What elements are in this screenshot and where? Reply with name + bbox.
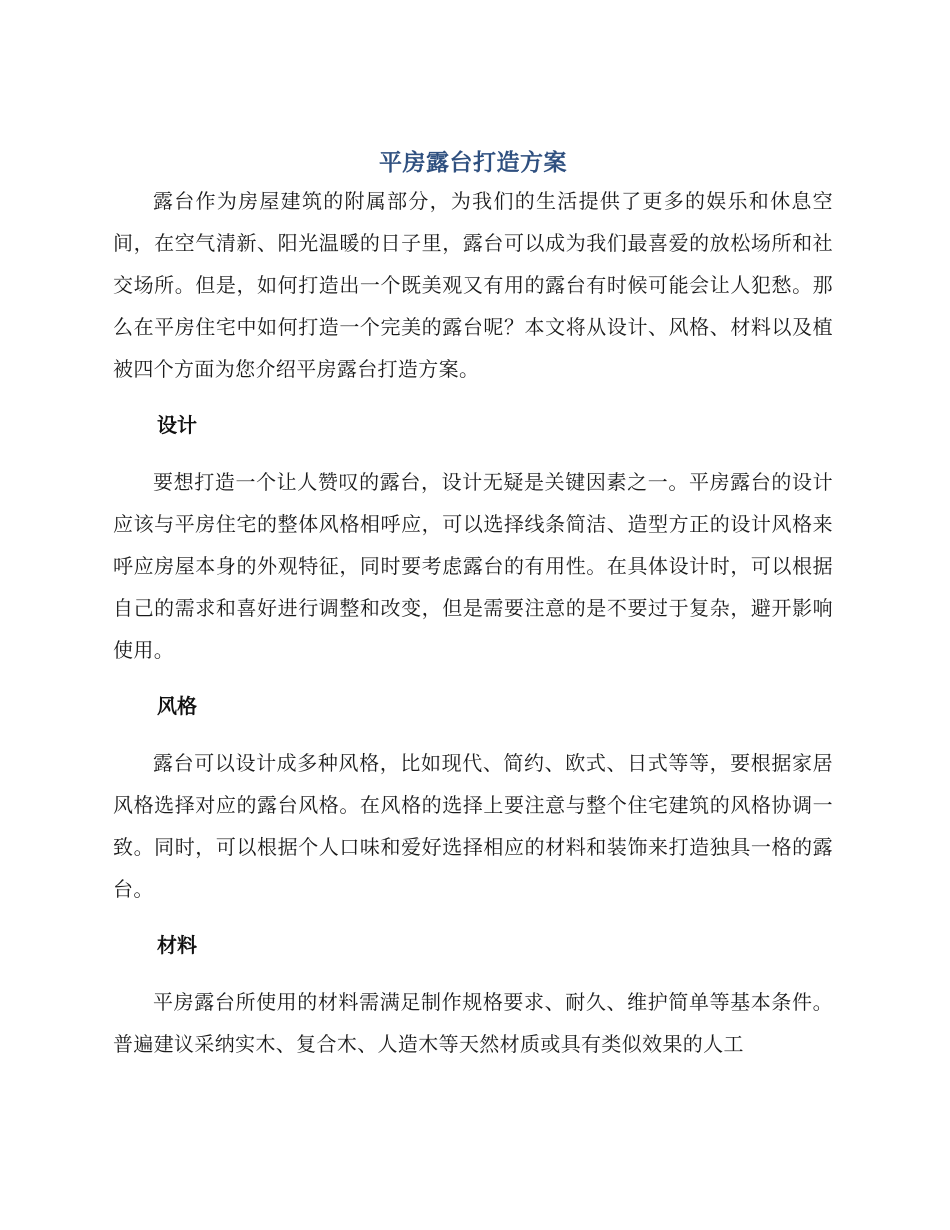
spacer — [113, 446, 833, 461]
spacer — [113, 671, 833, 685]
section-heading-style: 风格 — [157, 694, 197, 718]
section-heading-design: 设计 — [157, 413, 197, 437]
document-content — [113, 146, 833, 1065]
document-title: 平房露台打造方案 — [379, 150, 567, 176]
section-body-style: 露台可以设计成多种风格，比如现代、简约、欧式、日式等等，要根据家居风格选择对应的露台风格。在风格的选择上要注意与整个住宅建筑的风格协调一致。同时，可以根据个人口味和爱好选择相应的材料和装饰来打造独具一格的露台。 — [113, 751, 833, 901]
section-body-materials: 平房露台所使用的材料需满足制作规格要求、耐久、维护简单等基本条件。普遍建议采纳实木、复合木、人造木等天然材质或具有类似效果的人工 — [113, 990, 833, 1056]
section-body-design: 要想打造一个让人赞叹的露台，设计无疑是关键因素之一。平房露台的设计应该与平房住宅的整体风格相呼应，可以选择线条简洁、造型方正的设计风格来呼应房屋本身的外观特征，同时要考虑露台的有用性。在具体设计时，可以根据自己的需求和喜好进行调整和改变，但是需要注意的是不要过于复杂，避开影响使用。 — [113, 470, 833, 662]
intro-paragraph: 露台作为房屋建筑的附属部分，为我们的生活提供了更多的娱乐和休息空间，在空气清新、阳光温暖的日子里，露台可以成为我们最喜爱的放松场所和社交场所。但是，如何打造出一个既美观又有用的露台有时候可能会让人犯愁。那么在平房住宅中如何打造一个完美的露台呢？本文将从设计、风格、材料以及植被四个方面为您介绍平房露台打造方案。 — [113, 189, 833, 381]
spacer — [113, 966, 833, 981]
section-heading-materials: 材料 — [157, 933, 197, 957]
spacer — [113, 727, 833, 742]
spacer — [113, 910, 833, 924]
spacer — [113, 390, 833, 404]
